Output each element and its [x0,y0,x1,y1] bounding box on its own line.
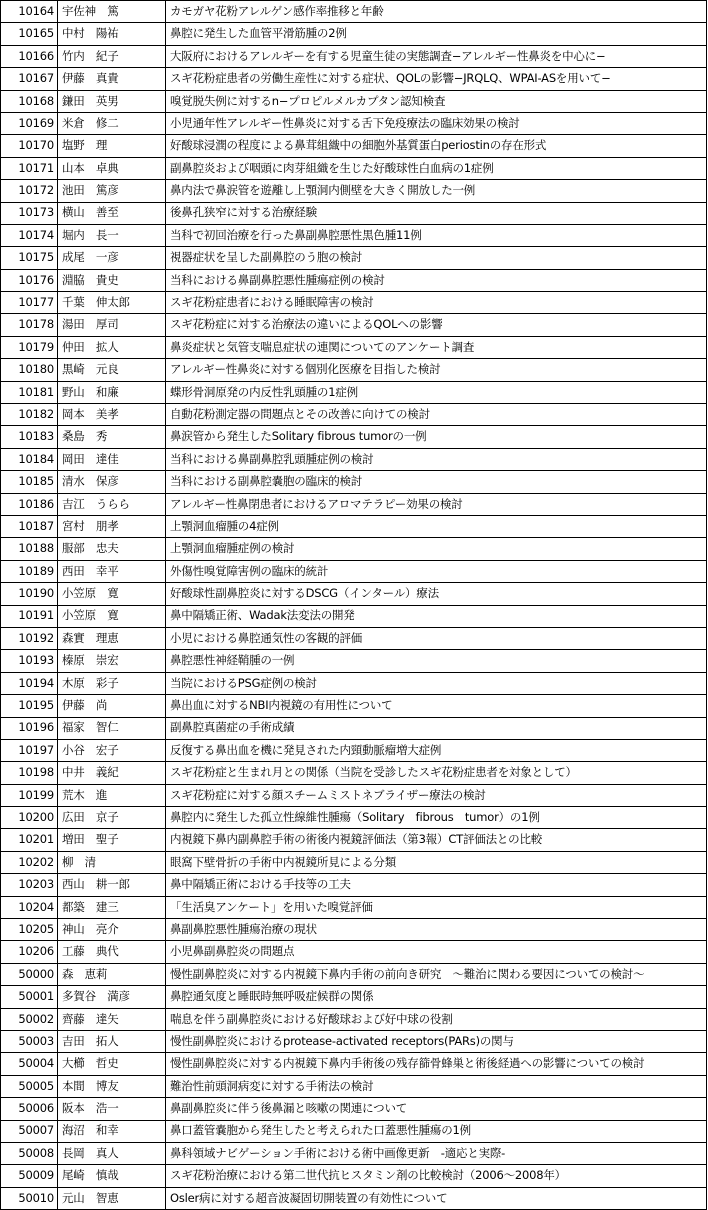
author-cell: 阪本 浩一 [58,1098,166,1120]
author-cell: 荒木 進 [58,784,166,806]
title-cell: 鼻涙管から発生したSolitary fibrous tumorの一例 [166,426,707,448]
id-cell: 10198 [1,762,58,784]
author-cell: 竹内 紀子 [58,45,166,67]
id-cell: 10169 [1,112,58,134]
table-row [1,941,707,963]
title-cell: 蝶形骨洞原発の内反性乳頭腫の1症例 [166,381,707,403]
id-cell: 50010 [1,1187,58,1209]
table-row [1,269,707,291]
id-cell: 50002 [1,1008,58,1030]
table-row [1,650,707,672]
id-cell: 10181 [1,381,58,403]
id-cell: 50001 [1,986,58,1008]
table-row [1,627,707,649]
table-row [1,202,707,224]
title-cell: 当科で初回治療を行った鼻副鼻腔悪性黒色腫11例 [166,224,707,246]
table-row [1,90,707,112]
table-row [1,851,707,873]
title-cell: アレルギー性鼻炎に対する個別化医療を目指した検討 [166,359,707,381]
id-cell: 50004 [1,1053,58,1075]
title-cell: スギ花粉症患者の労働生産性に対する症状、QOLの影響−JRQLQ、WPAI-ASを用いて− [166,68,707,90]
title-cell: 小児における鼻腔通気性の客観的評価 [166,627,707,649]
author-cell: 都築 建三 [58,896,166,918]
table-row [1,224,707,246]
author-cell: 塩野 理 [58,135,166,157]
table-row [1,1,707,23]
title-cell: 喘息を伴う副鼻腔炎における好酸球および好中球の役割 [166,1008,707,1030]
author-cell: 尾崎 慎哉 [58,1165,166,1187]
title-cell: 副鼻腔真菌症の手術成績 [166,717,707,739]
author-cell: 宮村 朋孝 [58,515,166,537]
title-cell: 慢性副鼻腔炎におけるprotease-activated receptors(PARs)の関与 [166,1030,707,1052]
author-cell: 神山 亮介 [58,919,166,941]
id-cell: 50009 [1,1165,58,1187]
author-cell: 服部 忠夫 [58,538,166,560]
id-cell: 10175 [1,247,58,269]
id-cell: 50007 [1,1120,58,1142]
author-cell: 堀内 長一 [58,224,166,246]
table-row [1,426,707,448]
table-row [1,717,707,739]
table-row [1,1165,707,1187]
id-cell: 10178 [1,314,58,336]
author-cell: 米倉 修二 [58,112,166,134]
table-row [1,963,707,985]
id-cell: 10166 [1,45,58,67]
table-row [1,515,707,537]
id-cell: 10201 [1,829,58,851]
title-cell: アレルギー性鼻閉患者におけるアロマテラピー効果の検討 [166,493,707,515]
author-cell: 鎌田 英男 [58,90,166,112]
id-cell: 10180 [1,359,58,381]
author-cell: 伊藤 尚 [58,695,166,717]
id-cell: 50008 [1,1142,58,1164]
title-cell: 慢性副鼻腔炎に対する内視鏡下鼻内手術後の残存篩骨蜂巣と術後経過への影響についての検討 [166,1053,707,1075]
table-row [1,45,707,67]
author-cell: 中村 陽祐 [58,23,166,45]
id-cell: 10203 [1,874,58,896]
author-cell: 湯田 厚司 [58,314,166,336]
title-cell: 慢性副鼻腔炎に対する内視鏡下鼻内手術の前向き研究 〜難治に関わる要因についての検討〜 [166,963,707,985]
title-cell: 嗅覚脱失例に対するn−プロピルメルカプタン認知検査 [166,90,707,112]
table-row [1,762,707,784]
title-cell: 上顎洞血瘤腫症例の検討 [166,538,707,560]
table-row [1,986,707,1008]
table-row [1,1075,707,1097]
author-cell: 本間 博友 [58,1075,166,1097]
author-cell: 吉田 拓人 [58,1030,166,1052]
id-cell: 10170 [1,135,58,157]
table-row [1,538,707,560]
id-cell: 10199 [1,784,58,806]
id-cell: 10195 [1,695,58,717]
title-cell: スギ花粉治療における第二世代抗ヒスタミン剤の比較検討（2006〜2008年） [166,1165,707,1187]
id-cell: 10172 [1,180,58,202]
author-cell: 小笠原 寛 [58,605,166,627]
title-cell: 当院におけるPSG症例の検討 [166,672,707,694]
table-row [1,180,707,202]
author-cell: 多賀谷 満彦 [58,986,166,1008]
author-cell: 淵脇 貴史 [58,269,166,291]
author-cell: 中井 義紀 [58,762,166,784]
table-row [1,1098,707,1120]
author-cell: 小谷 宏子 [58,739,166,761]
author-cell: 海沼 和幸 [58,1120,166,1142]
id-cell: 10204 [1,896,58,918]
author-cell: 増田 聖子 [58,829,166,851]
table-row [1,739,707,761]
id-cell: 10194 [1,672,58,694]
author-cell: 千葉 伸太郎 [58,292,166,314]
id-cell: 10176 [1,269,58,291]
title-cell: 鼻口蓋管嚢胞から発生したと考えられた口蓋悪性腫瘍の1例 [166,1120,707,1142]
title-cell: 難治性前頭洞病変に対する手術法の検討 [166,1075,707,1097]
table-row [1,157,707,179]
table-row [1,1008,707,1030]
author-cell: 宇佐神 篤 [58,1,166,23]
title-cell: 当科における鼻副鼻腔乳頭腫症例の検討 [166,448,707,470]
id-cell: 10196 [1,717,58,739]
title-cell: 鼻科領域ナビゲーション手術における術中画像更新 -適応と実際- [166,1142,707,1164]
title-cell: カモガヤ花粉アレルゲン感作率推移と年齢 [166,1,707,23]
title-cell: 好酸球性副鼻腔炎に対するDSCG（インタール）療法 [166,583,707,605]
title-cell: 「生活臭アンケート」を用いた嗅覚評価 [166,896,707,918]
table-row [1,829,707,851]
table-row [1,292,707,314]
table-row [1,336,707,358]
table-body [1,1,707,1210]
title-cell: 内視鏡下鼻内副鼻腔手術の術後内視鏡評価法（第3報）CT評価法との比較 [166,829,707,851]
table-row [1,68,707,90]
id-cell: 10167 [1,68,58,90]
author-cell: 山本 卓典 [58,157,166,179]
title-cell: 眼窩下壁骨折の手術中内視鏡所見による分類 [166,851,707,873]
title-cell: 当科における鼻副鼻腔悪性腫瘍症例の検討 [166,269,707,291]
id-cell: 10165 [1,23,58,45]
title-cell: 鼻中隔矯正術、Wadak法変法の開発 [166,605,707,627]
author-cell: 吉江 うらら [58,493,166,515]
table-row [1,1142,707,1164]
title-cell: 鼻出血に対するNBI内視鏡の有用性について [166,695,707,717]
id-cell: 10193 [1,650,58,672]
title-cell: 反復する鼻出血を機に発見された内頸動脈瘤増大症例 [166,739,707,761]
table-row [1,471,707,493]
id-cell: 10168 [1,90,58,112]
id-cell: 10206 [1,941,58,963]
table-row [1,448,707,470]
author-cell: 成尾 一彦 [58,247,166,269]
title-cell: 好酸球浸潤の程度による鼻茸組織中の細胞外基質蛋白periostinの存在形式 [166,135,707,157]
title-cell: 鼻内法で鼻涙管を遊離し上顎洞内側壁を大きく開放した一例 [166,180,707,202]
author-cell: 西田 幸平 [58,560,166,582]
id-cell: 50000 [1,963,58,985]
table-row [1,314,707,336]
author-cell: 齊藤 達矢 [58,1008,166,1030]
title-cell: スギ花粉症と生まれ月との関係（当院を受診したスギ花粉症患者を対象として） [166,762,707,784]
id-cell: 10183 [1,426,58,448]
title-cell: 後鼻孔狭窄に対する治療経験 [166,202,707,224]
id-cell: 10186 [1,493,58,515]
table-row [1,784,707,806]
author-cell: 柳 清 [58,851,166,873]
table-row [1,874,707,896]
table-row [1,695,707,717]
author-cell: 木原 彩子 [58,672,166,694]
id-cell: 50006 [1,1098,58,1120]
author-cell: 小笠原 寛 [58,583,166,605]
id-cell: 10184 [1,448,58,470]
title-cell: 上顎洞血瘤腫の4症例 [166,515,707,537]
title-cell: 小児通年性アレルギー性鼻炎に対する舌下免疫療法の臨床効果の検討 [166,112,707,134]
table-row [1,583,707,605]
id-cell: 10177 [1,292,58,314]
title-cell: Osler病に対する超音波凝固切開装置の有効性について [166,1187,707,1209]
table-row [1,605,707,627]
author-cell: 岡本 美孝 [58,404,166,426]
author-cell: 野山 和廉 [58,381,166,403]
author-cell: 広田 京子 [58,807,166,829]
id-cell: 10202 [1,851,58,873]
title-cell: 鼻副鼻腔炎に伴う後鼻漏と咳嗽の関連について [166,1098,707,1120]
title-cell: 自動花粉測定器の問題点とその改善に向けての検討 [166,404,707,426]
title-cell: 鼻腔に発生した血管平滑筋腫の2例 [166,23,707,45]
author-cell: 森實 理恵 [58,627,166,649]
table-row [1,359,707,381]
author-cell: 元山 智恵 [58,1187,166,1209]
table-row [1,672,707,694]
id-cell: 10185 [1,471,58,493]
author-cell: 長岡 真人 [58,1142,166,1164]
id-cell: 10173 [1,202,58,224]
author-cell: 伊藤 真貴 [58,68,166,90]
author-cell: 黒崎 元良 [58,359,166,381]
table-row [1,1187,707,1209]
title-cell: スギ花粉症に対する治療法の違いによるQOLへの影響 [166,314,707,336]
table-row [1,135,707,157]
table-row [1,807,707,829]
author-cell: 大櫛 哲史 [58,1053,166,1075]
table-row [1,381,707,403]
id-cell: 10191 [1,605,58,627]
id-cell: 10182 [1,404,58,426]
title-cell: 鼻副鼻腔悪性腫瘍治療の現状 [166,919,707,941]
table-row [1,1120,707,1142]
author-cell: 桑島 秀 [58,426,166,448]
title-cell: スギ花粉症に対する顔スチームミストネブライザー療法の検討 [166,784,707,806]
id-cell: 10205 [1,919,58,941]
id-cell: 50003 [1,1030,58,1052]
id-cell: 10187 [1,515,58,537]
id-cell: 10174 [1,224,58,246]
author-cell: 岡田 達佳 [58,448,166,470]
id-cell: 50005 [1,1075,58,1097]
title-cell: 小児鼻副鼻腔炎の問題点 [166,941,707,963]
author-cell: 工藤 典代 [58,941,166,963]
author-cell: 西山 耕一郎 [58,874,166,896]
id-cell: 10192 [1,627,58,649]
table-row [1,493,707,515]
author-cell: 横山 善至 [58,202,166,224]
table-row [1,112,707,134]
id-cell: 10190 [1,583,58,605]
id-cell: 10171 [1,157,58,179]
title-cell: 視器症状を呈した副鼻腔のう胞の検討 [166,247,707,269]
author-cell: 清水 保彦 [58,471,166,493]
id-cell: 10189 [1,560,58,582]
table-row [1,23,707,45]
table-row [1,896,707,918]
id-cell: 10164 [1,1,58,23]
id-cell: 10197 [1,739,58,761]
id-cell: 10200 [1,807,58,829]
author-cell: 福家 智仁 [58,717,166,739]
table-row [1,404,707,426]
table-row [1,560,707,582]
table-row [1,247,707,269]
title-cell: 副鼻腔炎および咽頭に肉芽組織を生じた好酸球性白血病の1症例 [166,157,707,179]
title-cell: 鼻腔通気度と睡眠時無呼吸症候群の関係 [166,986,707,1008]
title-cell: 鼻腔内に発生した孤立性線維性腫瘍（Solitary fibrous tumor）の1例 [166,807,707,829]
author-cell: 池田 篤彦 [58,180,166,202]
table-row [1,1053,707,1075]
title-cell: 鼻腔悪性神経鞘腫の一例 [166,650,707,672]
author-cell: 仲田 拡人 [58,336,166,358]
title-cell: 外傷性嗅覚障害例の臨床的統計 [166,560,707,582]
title-cell: 鼻炎症状と気管支喘息症状の連関についてのアンケート調査 [166,336,707,358]
id-cell: 10188 [1,538,58,560]
title-cell: 大阪府におけるアレルギーを有する児童生徒の実態調査−アレルギー性鼻炎を中心に− [166,45,707,67]
title-cell: 鼻中隔矯正術における手技等の工夫 [166,874,707,896]
title-cell: スギ花粉症患者における睡眠障害の検討 [166,292,707,314]
table-row [1,919,707,941]
author-cell: 榛原 崇宏 [58,650,166,672]
title-cell: 当科における副鼻腔嚢胞の臨床的検討 [166,471,707,493]
author-cell: 森 恵莉 [58,963,166,985]
id-cell: 10179 [1,336,58,358]
